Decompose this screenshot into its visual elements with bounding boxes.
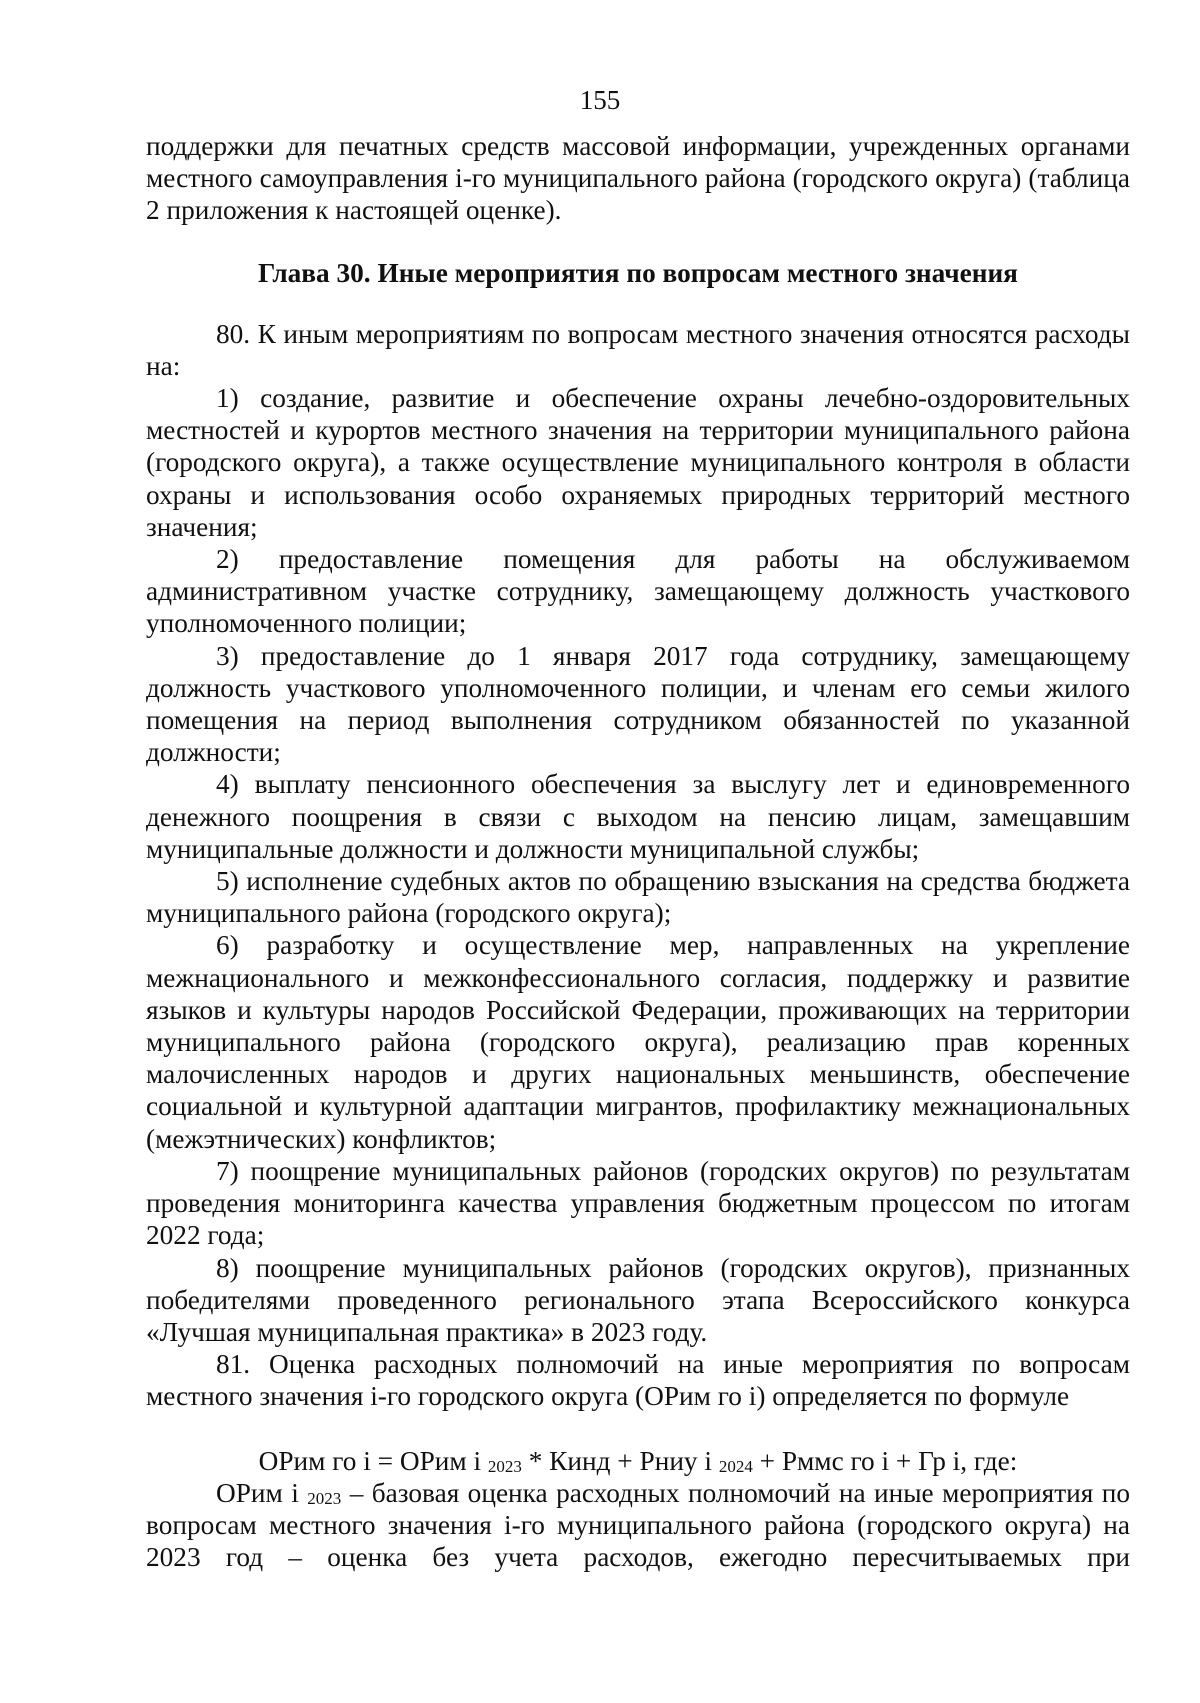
paragraph-81 <box>146 1348 1130 1412</box>
formula-part: ОРим го i = ОРим i <box>258 1445 488 1476</box>
formula-part: + Рммс го i + Гр i, где: <box>752 1445 1018 1476</box>
list-item <box>146 929 1130 1154</box>
definition-subscript: 2023 <box>307 1488 342 1508</box>
paragraph-text: Оценка расходных полномочий на иные мероприятия по вопросам местного значения i-го городского округа (ОРим го i) определяется по формуле <box>146 1349 1130 1412</box>
list-item-number: 6) <box>216 930 239 961</box>
list-item-text: выплату пенсионного обеспечения за выслугу лет и единовременного денежного поощрения в связи с выходом на пенсию лицам, замещавшим муниципальные должности и должности муниципальной службы; <box>146 769 1130 864</box>
list-item <box>146 543 1130 640</box>
list-item-text: разработку и осуществление мер, направленных на укрепление межнационального и межконфессионального согласия, поддержку и развитие языков и культуры народов Российской Федерации, проживающих на территории муниципального района (городского округа), реализацию прав коренных малочисленных народов и других национальных меньшинств, обеспечение социальной и культурной адаптации мигрантов, профилактику межнациональных (межэтнических) конфликтов; <box>146 930 1130 1154</box>
list-item-text: создание, развитие и обеспечение охраны лечебно-оздоровительных местностей и курортов местного значения на территории муниципального района (городского округа), а также осуществление муниципального контроля в области охраны и использования особо охраняемых природных территорий местного значения; <box>146 383 1130 542</box>
paragraph-number: 80. <box>216 318 251 349</box>
paragraph-80 <box>146 318 1130 382</box>
list-item-number: 4) <box>216 769 239 800</box>
formula-subscript: 2023 <box>487 1456 522 1476</box>
formula-subscript: 2024 <box>718 1456 753 1476</box>
paragraph-text: К иным мероприятиям по вопросам местного значения относятся расходы на: <box>146 318 1130 381</box>
list-item <box>146 1155 1130 1252</box>
definition-text: – базовая оценка расходных полномочий на иные мероприятия по вопросам местного значения i-го муниципального района (городского округа) на 2023 год – оценка без учета расходов, ежегодно пересчитываемых при <box>146 1477 1131 1573</box>
list-item-number: 2) <box>216 544 239 575</box>
formula <box>146 1445 1130 1477</box>
list-item <box>146 865 1130 929</box>
page-number: 155 <box>579 85 621 115</box>
document-body <box>146 130 1130 1573</box>
definition-term: ОРим i <box>216 1477 308 1508</box>
list-item-text: поощрение муниципальных районов (городских округов) по результатам проведения мониторинга качества управления бюджетным процессом по итогам 2022 года; <box>146 1155 1130 1251</box>
list-item-number: 7) <box>216 1155 239 1186</box>
chapter-title: Глава 30. Иные мероприятия по вопросам местного значения <box>258 257 1018 288</box>
list-item <box>146 382 1130 543</box>
list-item <box>146 768 1130 865</box>
list-item-text: поощрение муниципальных районов (городских округов), признанных победителями проведенного регионального этапа Всероссийского конкурса «Лучшая муниципальная практика» в 2023 году. <box>146 1252 1130 1347</box>
intro-paragraph: поддержки для печатных средств массовой информации, учрежденных органами местного самоуправления i-го муниципального района (городского округа) (таблица 2 приложения к настоящей оценке). <box>146 131 1130 226</box>
definition-paragraph <box>146 1477 1130 1574</box>
paragraph-number: 81. <box>216 1349 251 1380</box>
list-item-number: 5) <box>216 866 239 897</box>
list-item-text: предоставление до 1 января 2017 года сотруднику, замещающему должность участкового уполномоченного полиции, и членам его семьи жилого помещения на период выполнения сотрудником обязанностей по указанной должности; <box>146 640 1130 768</box>
list-item-number: 1) <box>216 383 239 414</box>
list-item-number: 3) <box>216 640 239 671</box>
formula-part: * Кинд + Рниу i <box>521 1445 719 1476</box>
list-item-text: предоставление помещения для работы на обслуживаемом административном участке сотруднику, замещающему должность участкового уполномоченного полиции; <box>146 544 1130 639</box>
list-item <box>146 640 1130 769</box>
list-item-number: 8) <box>216 1252 239 1283</box>
list-item <box>146 1252 1130 1349</box>
list-item-text: исполнение судебных актов по обращению взыскания на средства бюджета муниципального района (городского округа); <box>146 866 1130 929</box>
